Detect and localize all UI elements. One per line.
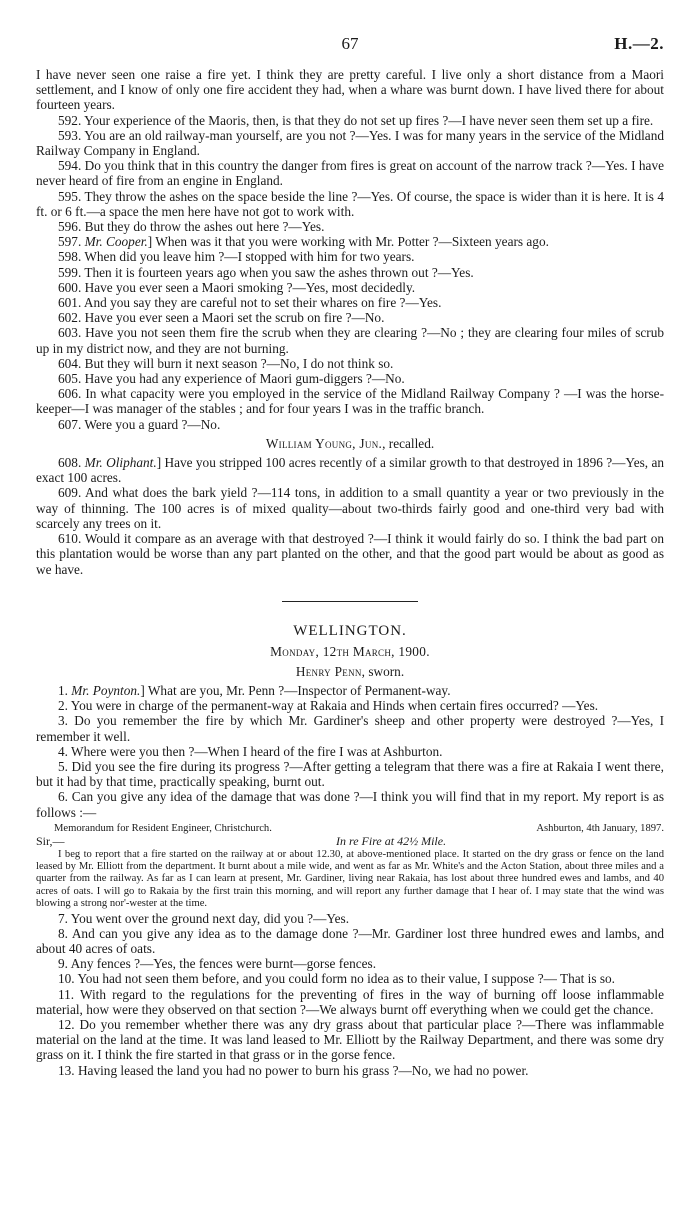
qa-text: 11. With regard to the regulations for the preventing of fires in the way of burning off loose inflammable material, how were they observed on that section ?—We always burnt off everything when we could get the chance.	[36, 986, 664, 1017]
qa-text: 4. Where were you then ?—When I heard of the fire I was at Ashburton.	[58, 743, 443, 759]
qa-text: 602. Have you ever seen a Maori set the scrub on fire ?—No.	[58, 310, 385, 326]
qa-text: 596. But they do throw the ashes out here ?—Yes.	[58, 219, 325, 235]
question-answer	[36, 280, 664, 295]
location-heading: WELLINGTON.	[293, 622, 407, 639]
intro-paragraph: I have never seen one raise a fire yet. I think they are pretty careful. I live only a short distance from a Maori settlement, and I know of only one fire accident they had, when a whare was burnt down. I have lived there for about fourteen years.	[36, 67, 664, 113]
document-reference: H.—2.	[614, 34, 664, 53]
question-answer	[36, 386, 664, 416]
witness-status: , recalled.	[382, 435, 435, 451]
qa-text: 603. Have you not seen them fire the scrub when they are clearing ?—No ; they are clearing four miles of scrub up in my district now, and they are not burning.	[36, 325, 664, 356]
question-answer	[36, 531, 664, 577]
qa-text: 13. Having leased the land you had no power to burn his grass ?—No, we had no power.	[58, 1062, 529, 1078]
memo-place-date: Ashburton, 4th January, 1897.	[536, 822, 664, 834]
qa-text: 594. Do you think that in this country the danger from fires is great on account of the narrow track ?—Yes. I have never heard of fire from an engine in England.	[36, 158, 664, 189]
question-answer	[36, 249, 664, 264]
qa-text: 3. Do you remember the fire by which Mr. Gardiner's sheep and other property were destroyed ?—Yes, I remember it well.	[36, 713, 664, 744]
question-answer	[36, 265, 664, 280]
question-answer	[36, 371, 664, 386]
memo-salutation: Sir,—	[36, 834, 65, 849]
qa-text: 10. You had not seen them before, and you could form no idea as to their value, I suppose ?— That is so.	[58, 971, 616, 987]
question-answer	[36, 926, 664, 956]
question-answer	[36, 455, 664, 485]
examiner-name: Mr. Poynton.	[71, 682, 141, 698]
qa-text: 595. They throw the ashes on the space beside the line ?—Yes. Of course, the space is wider than it is here. It is 4 ft. or 6 ft.—a space the men here have not got to work with.	[36, 188, 664, 219]
question-answer	[36, 485, 664, 531]
question-answer	[36, 789, 664, 819]
qa-text: 2. You were in charge of the permanent-way at Rakaia and Hinds when certain fires occurred? —Yes.	[58, 698, 599, 714]
qa-text: 608.	[58, 455, 85, 471]
page-header	[36, 34, 664, 56]
qa-text: 593. You are an old railway-man yourself, are you not ?—Yes. I was for many years in the service of the Midland Railway Company in England.	[36, 127, 664, 159]
question-answer	[36, 713, 664, 743]
question-answer	[36, 189, 664, 219]
question-answer	[36, 310, 664, 325]
question-answer	[36, 234, 664, 249]
question-answer	[36, 759, 664, 789]
qa-text: 9. Any fences ?—Yes, the fences were burnt—gorse fences.	[58, 956, 377, 972]
question-answer	[36, 1063, 664, 1078]
qa-text: 609. And what does the bark yield ?—114 tons, in addition to a small quantity a year or two previously in the way of thinning. The 100 acres is of mixed quality—about two-thirds fairly good and one-third very bad with scarcely any trees on it.	[36, 485, 664, 531]
memo-subject-line	[36, 835, 664, 847]
qa-text: 12. Do you remember whether there was any dry grass about that particular place ?—There was inflammable material on the land at the time. It was land leased to Mr. Elliott by the Railway Department, and there was some dry grass on it. I think the fire started in that grass or in the gorse fence.	[36, 1017, 664, 1063]
qa-text: 597.	[58, 234, 85, 250]
qa-text: 598. When did you leave him ?—I stopped with him for two years.	[58, 249, 415, 265]
witness-heading	[36, 664, 664, 679]
qa-text: ] Have you stripped 100 acres recently of a similar growth to that destroyed in 1896 ?—Yes, an exact 100 acres.	[36, 455, 665, 486]
examiner-name: Mr. Cooper.	[84, 234, 148, 250]
question-answer	[36, 219, 664, 234]
qa-text: 604. But they will burn it next season ?—No, I do not think so.	[58, 355, 394, 371]
question-answer	[36, 325, 664, 355]
question-answer	[36, 744, 664, 759]
qa-text: 592. Your experience of the Maoris, then, is that they do not set up fires ?—I have never seen them set up a fire.	[58, 112, 654, 128]
qa-text: 599. Then it is fourteen years ago when you saw the ashes thrown out ?—Yes.	[58, 264, 474, 280]
memorandum	[36, 823, 664, 911]
question-answer	[36, 987, 664, 1017]
section-evidence-1	[36, 113, 664, 432]
question-answer	[36, 911, 664, 926]
witness-name: William Young, Jun.	[265, 435, 383, 451]
section-evidence-2	[36, 455, 664, 577]
question-answer	[36, 113, 664, 128]
examiner-name: Mr. Oliphant.	[84, 455, 157, 471]
qa-text: ] When was it that you were working with Mr. Potter ?—Sixteen years ago.	[147, 234, 549, 250]
qa-text: 8. And can you give any idea as to the damage done ?—Mr. Gardiner lost three hundred ewes and lambs, and about 40 acres of oats.	[36, 925, 664, 956]
question-answer	[36, 1017, 664, 1063]
section-evidence-4	[36, 911, 664, 1078]
qa-text: 610. Would it compare as an average with that destroyed ?—I think it would fairly do so. I think the bad part on this plantation would be worse than any part planted on the other, and that the good part would be about as good as we have.	[36, 531, 664, 577]
qa-text: 6. Can you give any idea of the damage that was done ?—I think you will find that in my report. My report is as follows :—	[36, 789, 664, 820]
qa-text: 607. Were you a guard ?—No.	[58, 416, 221, 432]
witness-name: Henry Penn	[295, 663, 362, 679]
qa-text: 601. And you say they are careful not to set their whares on fire ?—Yes.	[58, 295, 442, 311]
qa-text: 600. Have you ever seen a Maori smoking ?—Yes, most decidedly.	[58, 279, 416, 295]
question-answer	[36, 971, 664, 986]
question-answer	[36, 295, 664, 310]
qa-text: 7. You went over the ground next day, did you ?—Yes.	[58, 910, 350, 926]
question-answer	[36, 698, 664, 713]
memo-addressee: Memorandum for Resident Engineer, Christchurch.	[54, 822, 272, 834]
memo-text: I beg to report that a fire started on the railway at or about 12.30, at above-mentioned place. It started on the dry grass or fence on the land leased by Mr. Elliott from the department. It burnt about a mile wide, and went as far as Mr. White's and the Acton Station, about three miles and a quarter from the railway. As far as I can learn at present, Mr. Gardiner, living near Rakaia, has lost about three hundred ewes and lambs, and 40 acres of oats. I will go to Rakaia by the first train this morning, and will report any further damage that I hear of. I may state that the wind was blowing a strong nor'-wester at the time.	[36, 848, 664, 910]
qa-text: 1.	[58, 682, 72, 698]
page-number: 67	[341, 34, 359, 53]
memo-subject: In re Fire at 42½ Mile.	[336, 834, 447, 849]
section-evidence-3	[36, 683, 664, 820]
question-answer	[36, 356, 664, 371]
qa-text: ] What are you, Mr. Penn ?—Inspector of Permanent-way.	[140, 682, 451, 698]
date-heading: Monday, 12th March, 1900.	[270, 643, 430, 659]
question-answer	[36, 956, 664, 971]
document-body	[36, 67, 664, 1078]
qa-text: 606. In what capacity were you employed in the service of the Midland Railway Company ? —I was the horse-keeper—I was manager of the stables ; and for four years I was in the traffic branch.	[36, 386, 664, 417]
witness-status: , sworn.	[361, 663, 405, 679]
qa-text: 605. Have you had any experience of Maori gum-diggers ?—No.	[58, 371, 405, 387]
question-answer	[36, 128, 664, 158]
witness-heading	[36, 436, 664, 451]
qa-text: 5. Did you see the fire during its progress ?—After getting a telegram that there was a fire at Rakaia I went there, but it had by that time, practically speaking, burnt out.	[36, 758, 664, 790]
question-answer	[36, 158, 664, 188]
section-divider	[282, 601, 418, 602]
question-answer	[36, 417, 664, 432]
question-answer	[36, 683, 664, 698]
